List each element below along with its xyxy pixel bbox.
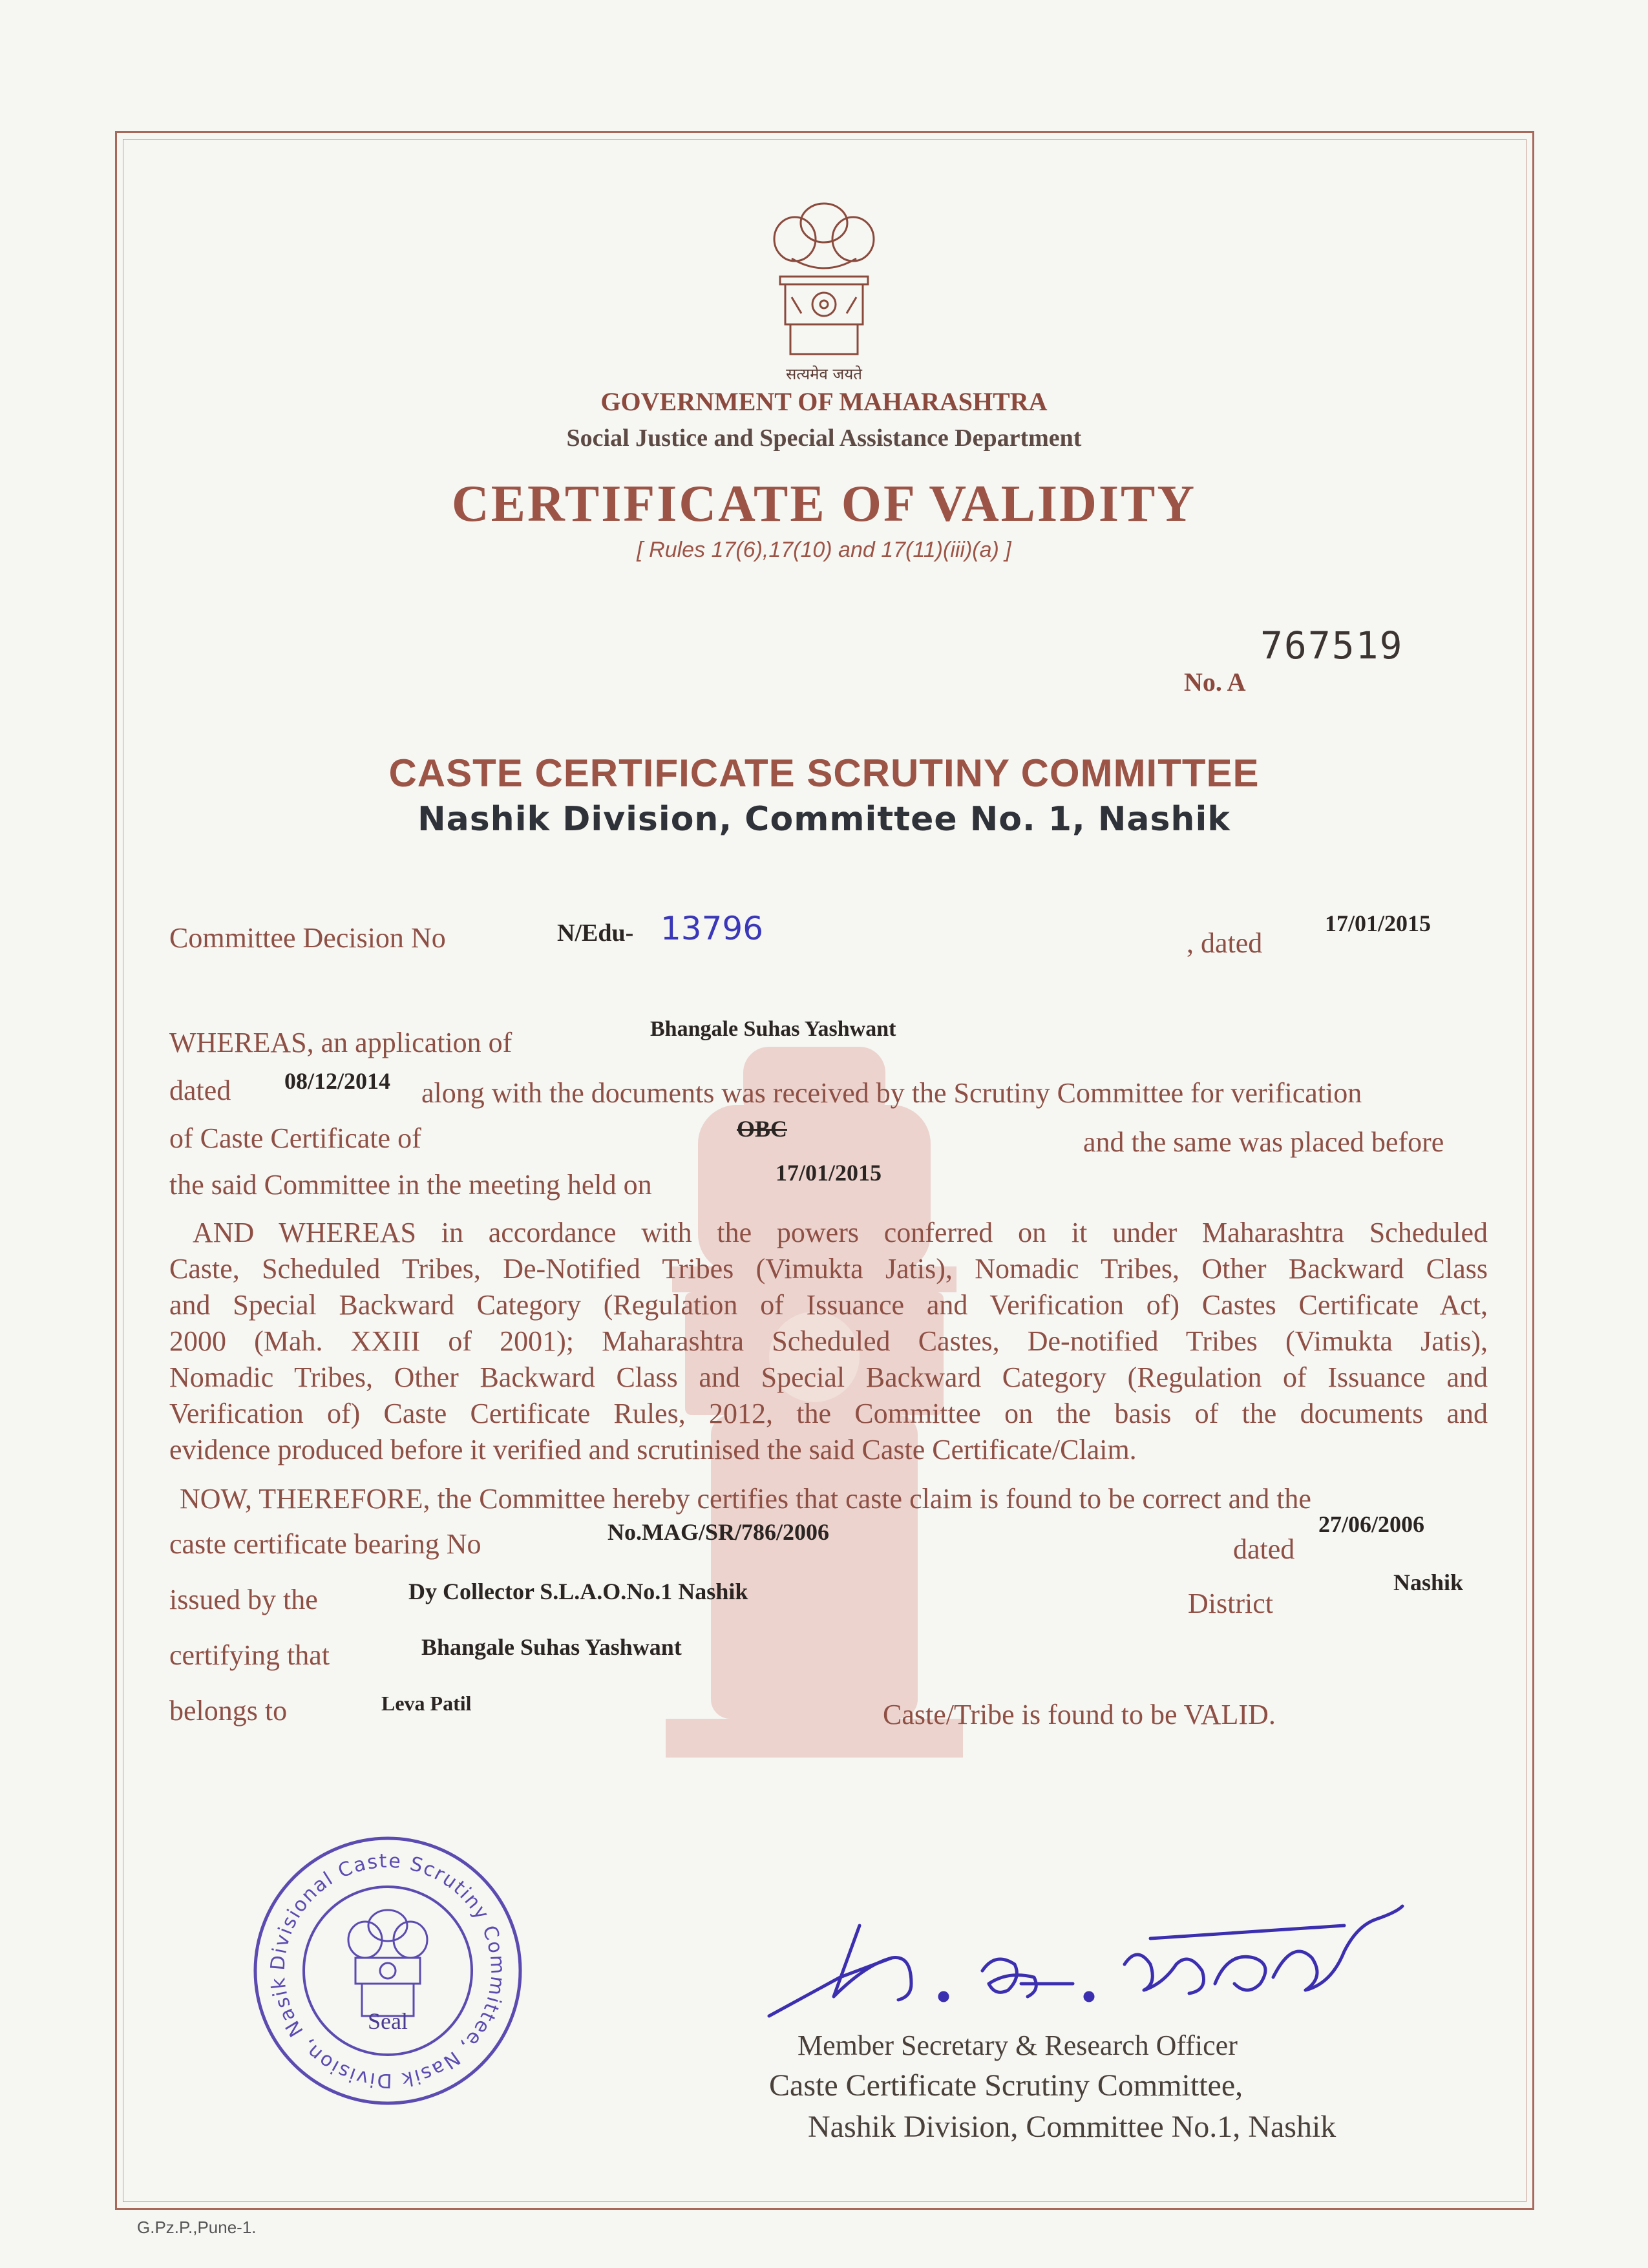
caste-value: Leva Patil [381,1692,472,1715]
para2-line: Caste, Scheduled Tribes, De-Notified Tribes (Vimukta Jatis), Nomadic Tribes, Other Backward Class [169,1253,1488,1285]
seal-label: Seal [368,2008,408,2034]
member-secretary-signature [763,1887,1422,2042]
applicant-name: Bhangale Suhas Yashwant [650,1017,896,1041]
whereas-label: WHEREAS, an application of [169,1027,512,1058]
decision-dated-label: , dated [1187,927,1263,959]
district-label: District [1188,1588,1273,1619]
application-date: 08/12/2014 [284,1068,391,1094]
decision-date: 17/01/2015 [1325,910,1431,936]
category: OBC [737,1116,788,1142]
committee-heading: CASTE CERTIFICATE SCRUTINY COMMITTEE [388,751,1260,795]
signatory-committee: Caste Certificate Scrutiny Committee, [769,2068,1243,2103]
committee-division: Nashik Division, Committee No. 1, Nashik [417,800,1231,839]
para2-line: Verification of) Caste Certificate Rules, 2012, the Committee on the basis of the documents and [169,1398,1488,1429]
signatory-title: Member Secretary & Research Officer [798,2030,1238,2061]
para2-line: evidence produced before it verified and scrutinised the said Caste Certificate/Claim. [169,1434,1137,1465]
printer-footer: G.Pz.P.,Pune-1. [137,2218,257,2237]
emblem-motto: सत्यमेव जयते [786,365,862,383]
meeting-date: 17/01/2015 [776,1160,882,1186]
dated-label: dated [169,1075,231,1106]
now-therefore-line: NOW, THEREFORE, the Committee hereby certifies that caste claim is found to be correct and the [180,1483,1311,1515]
signatory-division: Nashik Division, Committee No.1, Nashik [808,2110,1336,2144]
para2-line: and Special Backward Category (Regulation of Issuance and Verification of) Castes Certificate Act, [169,1289,1488,1321]
cert-dated-label: dated [1233,1533,1295,1565]
para2-line: 2000 (Mah. XXIII of 2001); Maharashtra Scheduled Castes, De-notified Tribes (Vimukta Jatis), [169,1325,1488,1357]
certificate-number: No.MAG/SR/786/2006 [607,1519,830,1545]
decision-number-printed: N/Edu- [557,919,634,947]
valid-statement: Caste/Tribe is found to be VALID. [883,1699,1276,1730]
certificate-date: 27/06/2006 [1318,1511,1425,1537]
issued-by-label: issued by the [169,1584,318,1615]
certifying-label: certifying that [169,1639,330,1671]
serial-prefix: No. A [1184,667,1246,697]
government-heading: GOVERNMENT OF MAHARASHTRA [600,387,1048,416]
rules-reference: [ Rules 17(6),17(10) and 17(11)(iii)(a) ] [637,538,1011,562]
decision-label: Committee Decision No [169,922,446,954]
certificate-title: CERTIFICATE OF VALIDITY [451,476,1197,532]
issuing-authority: Dy Collector S.L.A.O.No.1 Nashik [408,1579,748,1604]
meeting-label: the said Committee in the meeting held on [169,1169,652,1201]
department-heading: Social Justice and Special Assistance Department [566,425,1082,452]
along-with-text: along with the documents was received by the Scrutiny Committee for verification [421,1077,1362,1109]
seal-ring-text: Divisional Caste Scrutiny Committee, Nasik Division, Nasik [266,1849,509,2092]
certified-name: Bhangale Suhas Yashwant [421,1634,682,1660]
district-value: Nashik [1393,1570,1464,1595]
bearing-label: caste certificate bearing No [169,1528,481,1560]
serial-number: 767519 [1260,624,1404,667]
para2-line: Nomadic Tribes, Other Backward Class and Special Backward Category (Regulation of Issuance and [169,1361,1488,1393]
para2-line: AND WHEREAS in accordance with the powers conferred on it under Maharashtra Scheduled [193,1217,1488,1248]
placed-before-text: and the same was placed before [1083,1126,1444,1158]
and-whereas-paragraph [169,1215,1488,1468]
state-emblem-icon [766,194,882,362]
committee-seal-stamp [246,1829,530,2113]
caste-certificate-of-label: of Caste Certificate of [169,1122,421,1154]
decision-number-handwritten: 13796 [660,910,764,947]
belongs-to-label: belongs to [169,1695,288,1727]
